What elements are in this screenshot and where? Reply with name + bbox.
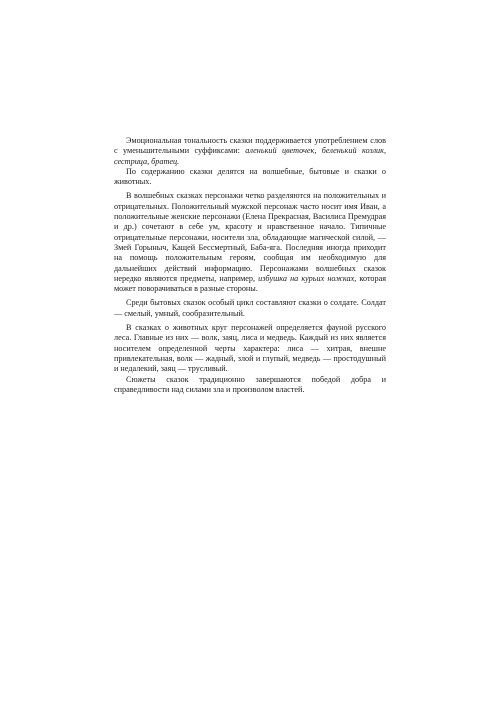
paragraph-text: Среди бытовых сказок особый цикл составляют сказки о солдате. Солдат — смелый, умный, сообразительный. <box>114 298 386 318</box>
paragraph-italic-examples: аленький цветочек, беленький козлик, сестрица, братец. <box>114 146 386 166</box>
paragraph-text: Сюжеты сказок традиционно завершаются победой добра и справедливости над силами зла и произволом властей. <box>114 374 386 394</box>
paragraph-text: В волшебных сказках персонажи четко разделяются на положительных и отрицательных. Положительный мужской персонаж часто носит имя Иван, а положительные женские персонажи (Елена Прекрасная, Василиса Премудрая и др.) сочетают в себе ум, красоту и нравственное начало. Типичные отрицательные персонажи, носители зла, обладающие магической силой, — Змей Горыныч, Кащей Бессмертный, Баба-яга. Последняя иногда приходит на помощь положительным героям, сообщая им необходимую для дальнейших действий информацию. Персонажами волшебных сказок нередко являются предметы, например, <box>114 191 386 283</box>
paragraph-diminutives <box>114 136 386 167</box>
paragraph-everyday-tales <box>114 298 386 319</box>
paragraph-magic-tales <box>114 191 386 294</box>
paragraph-italic-hut: избушка на курьих ножках <box>258 273 355 283</box>
paragraph-tale-types <box>114 167 386 188</box>
paragraph-text: , которая может поворачиваться в разные стороны. <box>114 273 386 294</box>
body-text <box>114 136 386 395</box>
paragraph-text: Эмоциональная тональность сказки поддерживается употреблением слов с уменьшительными суффиксами: <box>114 136 386 156</box>
paragraph-text: В сказках о животных круг персонажей определяется фауной русского леса. Главные из них — волк, заяц, лиса и медведь. Каждый из них является носителем определенной черты характера: лиса — хитрая, внешне привлекательная, волк — жадный, злой и глупый, медведь — простодушный и недалекий, заяц — трусливый. <box>114 323 386 374</box>
paragraph-text: По содержанию сказки делятся на волшебные, бытовые и сказки о животных. <box>114 166 386 187</box>
paragraph-animal-tales <box>114 323 386 374</box>
paragraph-plots <box>114 375 386 396</box>
